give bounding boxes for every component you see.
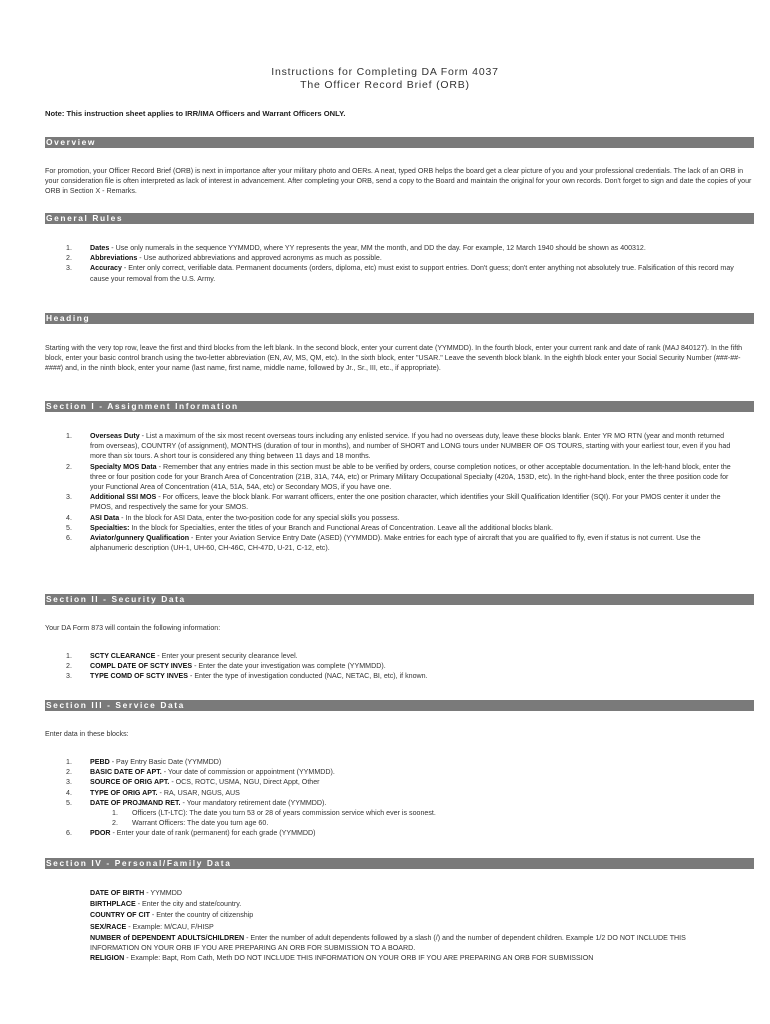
list-item: COUNTRY OF CIT - Enter the country of citizenship [90, 911, 254, 920]
list-item: 6. PDOR - Enter your date of rank (permanent) for each grade (YYMMDD) [66, 829, 316, 838]
heading-text: Starting with the very top row, leave the first and third blocks from the left blank. In the second block, enter your current date (YYMMDD). In the fourth block, enter your current rank and date of rank (MAJ 840127). In the fifth block, enter your basic control branch using the two-letter abbreviation (EN, AV, MS, QM, etc). In the sixth block, enter "USAR." Leave the seventh block blank. In the eighth block enter your Social Security Number (###-##-####) and, in the ninth block, enter your name (last name, first name, middle name, followed by Jr., Sr., III, etc., if appropriate). [45, 344, 743, 373]
list-item: NUMBER of DEPENDENT ADULTS/CHILDREN - Enter the number of adult dependents followed by a slash (/) and the number of dependent children. Example 1/2 DO NOT INCLUDE THIS INFORMATION ON YOUR ORB IF YOU ARE PREPARING AN ORB FOR SUBMISSION TO A BOARD. [90, 933, 686, 953]
personal-family-data-list [90, 888, 730, 964]
list-item: 1. Overseas Duty - List a maximum of the six most recent overseas tours including any enlisted service. If you had no overseas duty, leave these blocks blank. Enter YR MO RTN (year and month returned from overseas), COUNTRY (of assignment), MONTHS (duration of tour in months), and number of SHORT and LONG tours under NUMBER OF OS TOURS, starting with your earliest tour, even if you had more than six tours. A short tour is considered any thing between 11 days and 18 months. [66, 432, 731, 461]
list-item: 3. SOURCE OF ORIG APT. - OCS, ROTC, USMA, NGU, Direct Appt, Other [66, 778, 320, 787]
list-item: 3. Additional SSI MOS - For officers, leave the block blank. For warrant officers, enter the one position character, which identifies your Skill Qualification Identifier (SQI). For your PMOS center it under the PMOS, and respectively the same for your SMOS. [66, 493, 721, 512]
section-header-security-data: Section II - Security Data [45, 594, 754, 605]
document-title: Instructions for Completing DA Form 4037 [271, 66, 499, 78]
list-item: 2. Specialty MOS Data - Remember that any entries made in this section must be able to be verified by orders, course completion notices, or other acceptable documentation. In the left-hand block, enter the three or four position code for your Branch Area of Concentration (21B, 31A, 74A, etc) or Primary Military Occupational Specialty (420A, 153D, etc). In the right-hand block, enter the three position code for your Functional Area of Concentration (41A, 51A, 54A, etc) or Secondary MOS, if you have one. [66, 462, 731, 492]
sub-list-item: 2. Warrant Officers: The date you turn age 60. [112, 819, 269, 828]
document-subtitle: The Officer Record Brief (ORB) [300, 79, 470, 91]
security-data-list [45, 651, 735, 682]
list-item: 5. Specialties: In the block for Specialties, enter the titles of your Branch and Functional Areas of Concentration. Leave all the additional blocks blank. [66, 523, 553, 532]
list-item: 2. BASIC DATE OF APT. - Your date of commission or appointment (YYMMDD). [66, 768, 335, 777]
assignment-information-list [45, 431, 735, 553]
overview-text: For promotion, your Officer Record Brief (ORB) is next in importance after your military photo and OERs. A neat, typed ORB helps the board get a clear picture of you and your professional credentials. The lack of an ORB in your consideration file is often interpreted as lack of interest in advancement. After completing your ORB, send a copy to the Board and maintain the original for your own records. Don't forget to sign and date the copies of your ORB in Section X - Remarks. [45, 167, 752, 196]
list-item: 1. SCTY CLEARANCE - Enter your present security clearance level. [66, 652, 298, 660]
list-item: SEX/RACE - Example: M/CAU, F/HISP [90, 922, 214, 931]
section-header-assignment-information: Section I - Assignment Information [45, 401, 754, 412]
list-item: 1. PEBD - Pay Entry Basic Date (YYMMDD) [66, 758, 222, 766]
applicability-note: Note: This instruction sheet applies to IRR/IMA Officers and Warrant Officers ONLY. [45, 109, 346, 118]
general-rules-list [45, 243, 735, 284]
security-data-intro: Your DA Form 873 will contain the following information: [45, 624, 221, 632]
list-item: 4. TYPE OF ORIG APT. - RA, USAR, NGUS, AUS [66, 788, 240, 797]
list-item: 3. TYPE COMD OF SCTY INVES - Enter the type of investigation conducted (NAC, NETAC, BI, etc), if known. [66, 672, 428, 681]
list-item: RELIGION - Example: Bapt, Rom Cath, Meth DO NOT INCLUDE THIS INFORMATION ON YOUR ORB IF YOU ARE PREPARING AN ORB FOR SUBMISSION [90, 954, 594, 963]
section-header-overview: Overview [45, 137, 754, 148]
list-item: 6. Aviator/gunnery Qualification - Enter your Aviation Service Entry Date (ASED) (YYMMDD). Make entries for each type of aircraft that you are qualified to fly, even if status is not current. Use the alphanumeric description (UH-1, UH-60, CH-46C, CH-47D, U-21, C-12, etc). [66, 534, 701, 553]
list-item: 5. DATE OF PROJMAND RET. - Your mandatory retirement date (YYMMDD). 1. Officers (LT-LTC): The date you turn 53 or 28 of years commission service which ever is soonest. 2. Warrant Officers: The date you turn age 60. [45, 798, 735, 829]
list-item: BIRTHPLACE - Enter the city and state/country. [90, 900, 242, 909]
service-data-intro: Enter data in these blocks: [45, 730, 129, 738]
service-data-list [45, 757, 735, 839]
list-item: 1. Dates - Use only numerals in the sequence YYMMDD, where YY represents the year, MM the month, and DD the day. For example, 12 March 1940 should be shown as 400312. [66, 244, 646, 252]
list-item: DATE OF BIRTH - YYMMDD [90, 889, 182, 897]
list-item: 2. Abbreviations - Use authorized abbreviations and approved acronyms as much as possible. [66, 254, 382, 263]
list-item: 4. ASI Data - In the block for ASI Data, enter the two-position code for any special skills you possess. [66, 513, 400, 522]
section-header-personal-family-data: Section IV - Personal/Family Data [45, 858, 754, 869]
sub-list [90, 808, 735, 828]
section-header-heading: Heading [45, 313, 754, 324]
section-header-service-data: Section III - Service Data [45, 700, 754, 711]
section-header-general-rules: General Rules [45, 213, 754, 224]
list-item: 2. COMPL DATE OF SCTY INVES - Enter the date your investigation was complete (YYMMDD). [66, 662, 386, 671]
sub-list-item: 1. Officers (LT-LTC): The date you turn 53 or 28 of years commission service which ever is soonest. [112, 809, 436, 818]
list-item: 3. Accuracy - Enter only correct, verifiable data. Permanent documents (orders, diploma, etc) must exist to support entries. Don't guess; don't enter anything not absolutely true. Falsification of this record may cause your removal from the U.S. Army. [66, 264, 734, 283]
